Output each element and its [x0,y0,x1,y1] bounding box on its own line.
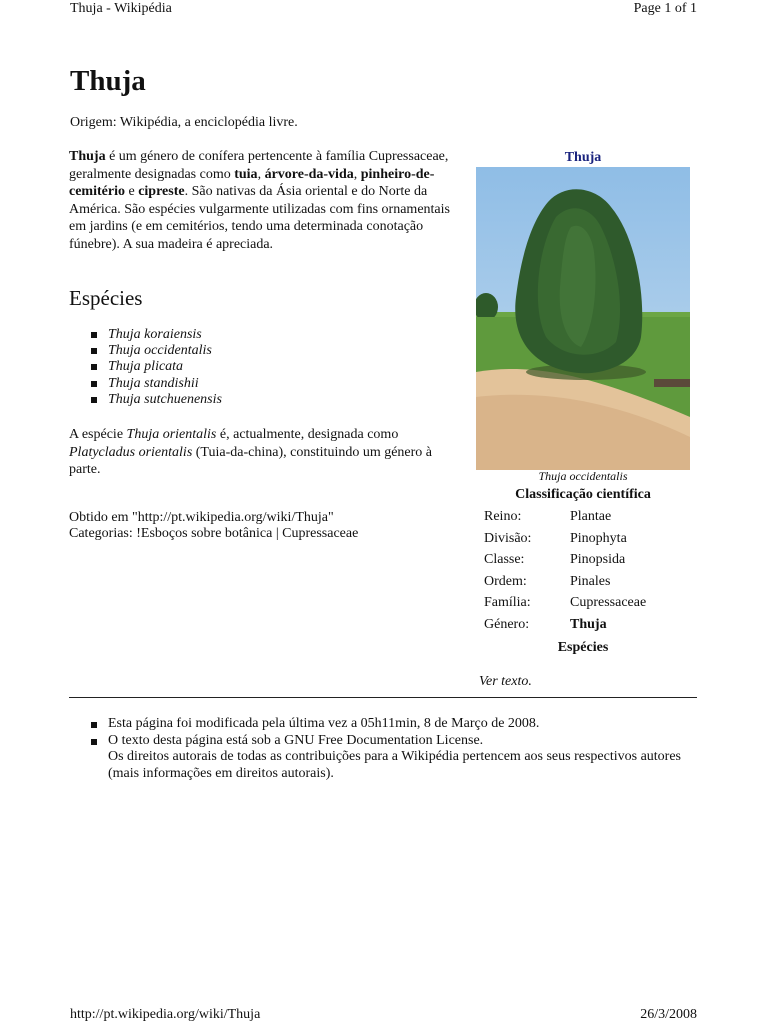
photo-caption: Thuja occidentalis [538,469,628,483]
bullet-icon [91,722,97,728]
divider [69,697,697,698]
license-note: O texto desta página está sob a GNU Free Documentation License. Os direitos autorais de todas as contribuições para a Wikipédia pertencem aos seus respectivos autores (mais informações em direitos autorais). [91,733,701,783]
taxonomy-row: Ordem: Pinales [484,573,611,589]
species-item[interactable]: Thuja koraiensis [91,327,222,343]
orientalis-species-name: Thuja orientalis [126,427,217,442]
origin-note: Origem: Wikipédia, a enciclopédia livre. [70,115,298,130]
intro-term-arvore: árvore-da-vida [264,166,354,182]
species-item[interactable]: Thuja plicata [91,359,222,375]
copyright-note: Os direitos autorais de todas as contribuições para a Wikipédia pertencem aos seus respectivos autores (mais informações em direitos autorais). [108,749,681,781]
intro-term-pinheiro: pinheiro-de-cemitério [69,166,435,199]
infobox-title: Thuja [564,150,602,165]
bullet-icon [91,364,97,370]
intro-term-tuia: tuia [234,166,258,182]
infobox-species-title: Espécies [557,640,609,655]
bullet-icon [91,348,97,354]
bullet-icon [91,397,97,403]
species-heading: Espécies [69,286,143,310]
bullet-icon [91,381,97,387]
page-title: Thuja [70,65,146,97]
species-item[interactable]: Thuja standishii [91,376,222,392]
page-number: Page 1 of 1 [633,1,697,16]
page-header-title: Thuja - Wikipédia [70,1,172,16]
species-item[interactable]: Thuja occidentalis [91,343,222,359]
categories-line[interactable]: Categorias: !Esboços sobre botânica | Cupressaceae [69,526,359,541]
intro-term-thuja: Thuja [69,149,106,164]
bullet-icon [91,739,97,745]
thuja-photo[interactable] [476,167,690,470]
platycladus-name: Platycladus orientalis [69,444,193,460]
taxonomy-row: Género: Thuja [484,616,607,632]
see-text-note: Ver texto. [479,674,532,689]
intro-term-cipreste: cipreste [138,184,185,199]
taxonomy-row: Divisão: Pinophyta [484,530,627,546]
bullet-icon [91,332,97,338]
taxonomy-table [484,507,646,636]
taxonomy-row: Reino: Plantae [484,509,612,524]
modified-note: Esta página foi modificada pela última vez a 05h11min, 8 de Março de 2008. [91,716,701,733]
taxonomy-row: Classe: Pinopsida [484,552,626,567]
taxonomy-row: Família: Cupressaceae [484,595,647,610]
classification-title: Classificação científica [515,487,651,502]
intro-paragraph: Thuja é um género de conífera pertencente à família Cupressaceae, geralmente designadas como tuia, árvore-da-vida, pinheiro-de-cemitério e cipreste. São nativas da Ásia oriental e do Norte da América. São espécies vulgarmente utilizadas com fins ornamentais em jardins (e em cemitérios, tendo uma determinada conotação fúnebre). A sua madeira é apreciada. [69,149,450,252]
species-list [91,327,222,408]
species-item[interactable]: Thuja sutchuenensis [91,392,222,408]
footer-notes [91,716,701,782]
orientalis-paragraph: A espécie Thuja orientalis é, actualmente, designada como Platycladus orientalis (Tuia-da-china), constituindo um género à parte. [69,427,433,477]
obtained-from-link[interactable]: Obtido em "http://pt.wikipedia.org/wiki/Thuja" [69,510,334,525]
page-url: http://pt.wikipedia.org/wiki/Thuja [70,1007,261,1022]
print-date: 26/3/2008 [640,1007,697,1022]
